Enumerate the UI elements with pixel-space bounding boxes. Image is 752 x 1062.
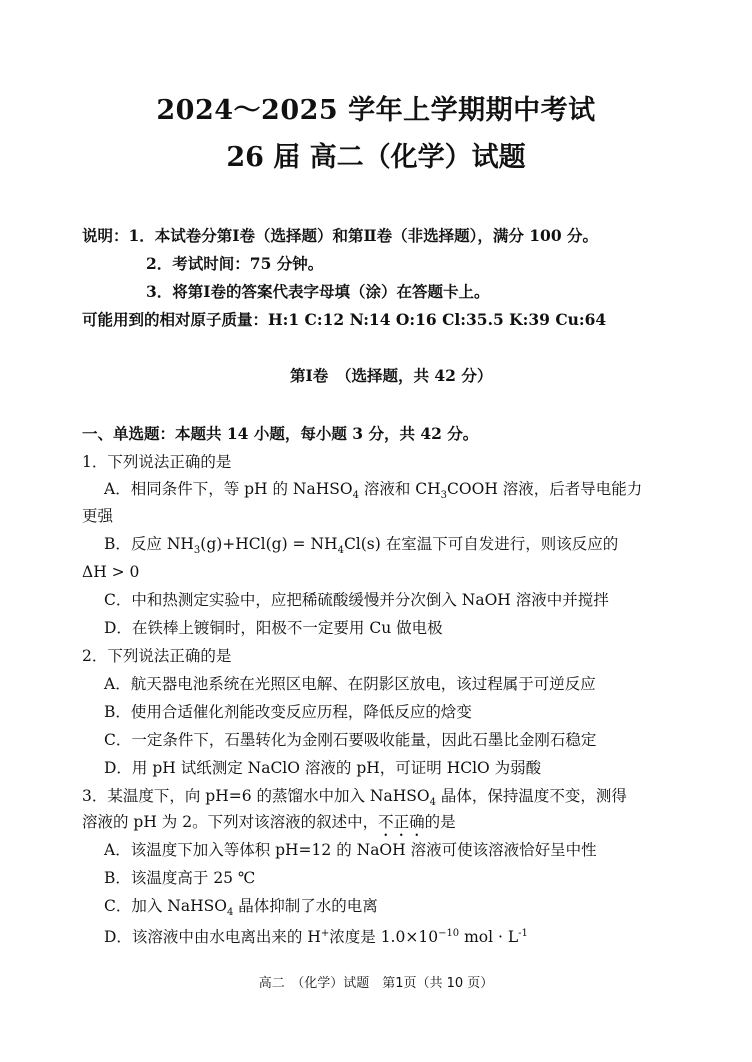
q2-option-c: C．一定条件下，石墨转化为金刚石要吸收能量，因此石墨比金刚石稳定 (104, 731, 597, 749)
q3-stem-line-2 (82, 812, 456, 840)
notes-item-2: 2．考试时间：75 分钟。 (146, 254, 324, 273)
q3-stem-text-2: 晶体，保持温度不变，测得 (435, 787, 627, 805)
exam-title: 2024～2025 学年上学期期中考试 (156, 95, 596, 126)
q1-a-text-1: A．相同条件下，等 pH 的 NaHSO (104, 480, 353, 498)
q1-b-text-2: (g)+HCl(g) = NH (200, 535, 338, 553)
q3-d-unit: mol · L (459, 928, 519, 947)
q1-option-d: D．在铁棒上镀铜时，阳极不一定要用 Cu 做电极 (104, 619, 443, 637)
page-footer: 高二 （化学）试题 第1页（共 10 页） (258, 976, 494, 991)
q1-option-b (104, 534, 618, 561)
q3-d-text-1: D．该溶液中由水电离出来的 H (104, 928, 321, 947)
q3-option-a: A．该温度下加入等体积 pH=12 的 NaOH 溶液可使该溶液恰好呈中性 (104, 841, 597, 859)
q1-option-c: C．中和热测定实验中，应把稀硫酸缓慢并分次倒入 NaOH 溶液中并搅拌 (104, 591, 609, 609)
atomic-masses: 可能用到的相对原子质量：H:1 C:12 N:14 O:16 Cl:35.5 K:39 Cu:64 (82, 310, 607, 329)
q3-d-text-2: 浓度是 1.0×10 (329, 928, 439, 947)
q3-d-sup-2: −10 (438, 928, 460, 939)
exam-subtitle: 26 届 高二（化学）试题 (226, 142, 526, 173)
q3-option-d (104, 924, 528, 947)
q1-option-b-cont: ΔH > 0 (82, 563, 140, 581)
q1-a-sub-2: 3 (440, 490, 448, 502)
volume-title: 第Ⅰ卷 （选择题，共 42 分） (290, 366, 493, 385)
q2-option-b: B．使用合适催化剂能改变反应历程，降低反应的焓变 (104, 703, 472, 721)
notes-line-1 (82, 226, 598, 246)
q1-b-sub-2: 4 (337, 545, 344, 557)
q3-option-b: B．该温度高于 25 ℃ (104, 869, 256, 887)
q2-option-d: D．用 pH 试纸测定 NaClO 溶液的 pH，可证明 HClO 为弱酸 (104, 759, 542, 777)
notes-item-3: 3．将第Ⅰ卷的答案代表字母填（涂）在答题卡上。 (146, 282, 490, 301)
q3-c-text-1: C．加入 NaHSO (104, 897, 227, 915)
q1-a-sub-1: 4 (352, 490, 359, 502)
q3-d-sup-1: + (320, 928, 330, 939)
part-title: 一、单选题：本题共 14 小题，每小题 3 分，共 42 分。 (82, 424, 479, 443)
q3-stem-sub: 4 (429, 797, 436, 809)
notes-label: 说明： (82, 226, 129, 245)
q3-stem-text-1: 3．某温度下，向 pH=6 的蒸馏水中加入 NaHSO (82, 787, 430, 805)
q1-a-text-3: COOH 溶液，后者导电能力 (447, 480, 643, 498)
q3-emphasis: 不正确 (378, 813, 425, 831)
q3-stem-text-4: 的是 (424, 813, 456, 831)
q1-option-a (104, 479, 642, 506)
q3-c-sub: 4 (226, 907, 234, 919)
q1-stem: 1．下列说法正确的是 (82, 453, 232, 471)
q1-a-text-2: 溶液和 CH (358, 480, 441, 498)
q3-stem-line-1 (82, 786, 627, 813)
q3-c-text-2: 晶体抑制了水的电离 (233, 897, 378, 915)
q3-option-c (104, 896, 378, 923)
q1-option-a-cont: 更强 (82, 507, 114, 525)
q1-b-text-1: B．反应 NH (104, 535, 194, 553)
q1-b-sub-1: 3 (193, 545, 201, 557)
q3-d-sup-3: -1 (518, 928, 528, 939)
q2-option-a: A．航天器电池系统在光照区电解、在阴影区放电，该过程属于可逆反应 (104, 675, 596, 693)
q2-stem: 2．下列说法正确的是 (82, 647, 232, 665)
notes-item-1: 1．本试卷分第Ⅰ卷（选择题）和第Ⅱ卷（非选择题），满分 100 分。 (128, 226, 599, 245)
q3-stem-text-3: 溶液的 pH 为 2。下列对该溶液的叙述中， (82, 813, 379, 831)
q1-b-text-3: Cl(s) 在室温下可自发进行，则该反应的 (343, 535, 619, 553)
